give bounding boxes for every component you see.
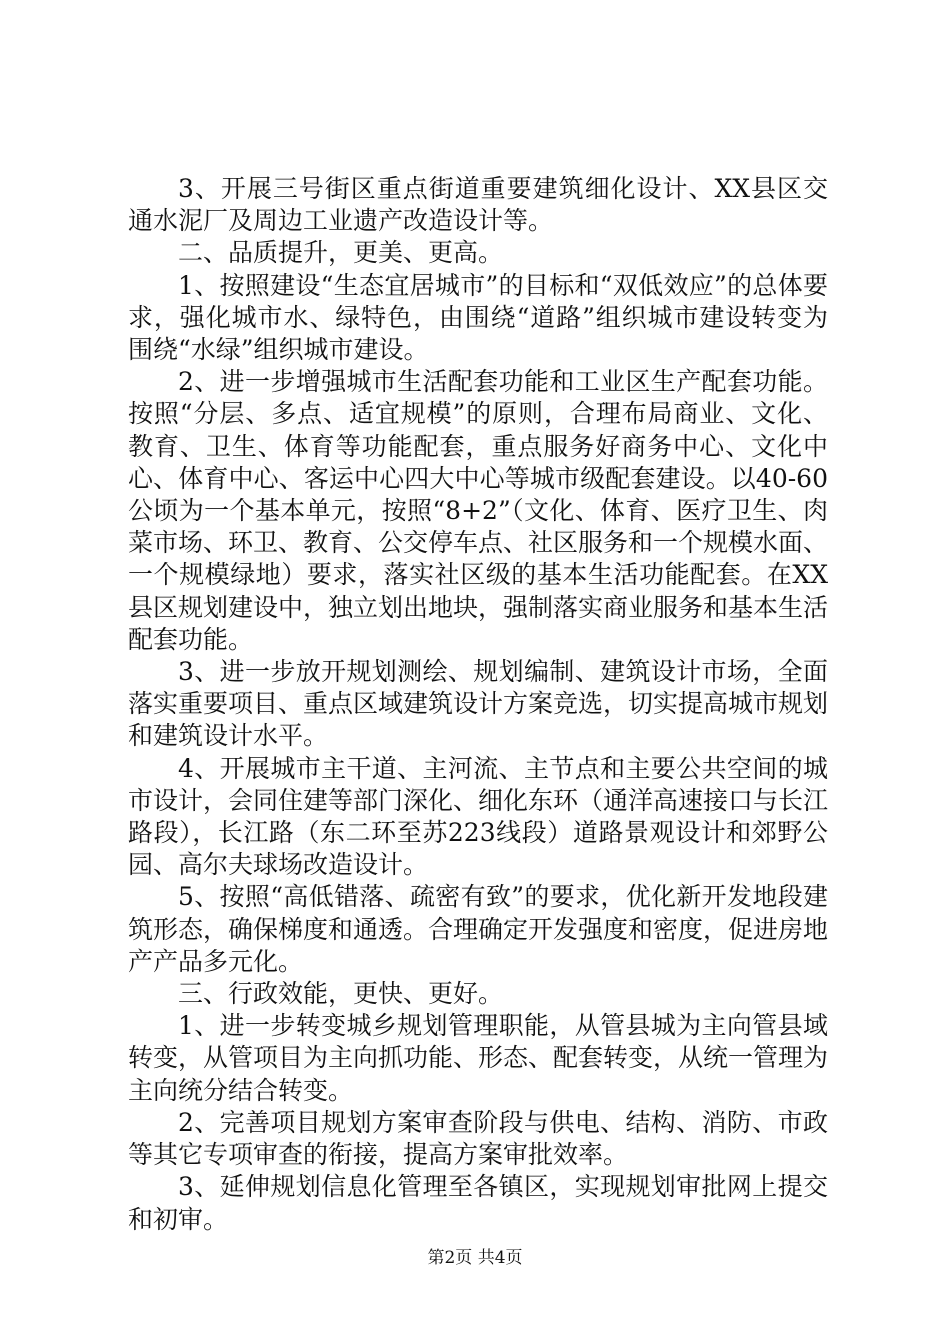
paragraph-2-1: 1、按照建设“生态宜居城市”的目标和“双低效应”的总体要求，强化城市水、绿特色，由围绕“道路”组织城市建设转变为围绕“水绿”组织城市建设。 bbox=[128, 270, 828, 365]
page-footer: 第2页 共4页 bbox=[427, 1248, 523, 1268]
paragraph-3-3: 3、延伸规划信息化管理至各镇区，实现规划审批网上提交和初审。 bbox=[128, 1172, 828, 1234]
section-heading-3: 三、行政效能，更快、更好。 bbox=[178, 979, 504, 1009]
document-body bbox=[128, 173, 828, 1236]
paragraph-2-5: 5、按照“高低错落、疏密有致”的要求，优化新开发地段建筑形态，确保梯度和通透。合理确定开发强度和密度，促进房地产产品多元化。 bbox=[128, 882, 829, 976]
paragraph-3-1: 1、进一步转变城乡规划管理职能，从管县城为主向管县域转变，从管项目为主向抓功能、形态、配套转变，从统一管理为主向统分结合转变。 bbox=[128, 1011, 829, 1105]
section-heading-2: 二、品质提升，更美、更高。 bbox=[178, 238, 504, 268]
paragraph-3-2: 2、完善项目规划方案审查阶段与供电、结构、消防、市政等其它专项审查的衔接，提高方案审批效率。 bbox=[128, 1107, 828, 1170]
paragraph-2-3: 3、进一步放开规划测绘、规划编制、建筑设计市场，全面落实重要项目、重点区域建筑设计方案竞选，切实提高城市规划和建筑设计水平。 bbox=[128, 657, 829, 751]
paragraph-2-4: 4、开展城市主干道、主河流、主节点和主要公共空间的城市设计，会同住建等部门深化、细化东环（通洋高速接口与长江路段），长江路（东二环至苏223线段）道路景观设计和郊野公园、高尔夫球场改造设计。 bbox=[128, 753, 829, 880]
paragraph-2-2: 2、进一步增强城市生活配套功能和工业区生产配套功能。按照“分层、多点、适宜规模”的原则，合理布局商业、文化、教育、卫生、体育等功能配套，重点服务好商务中心、文化中心、体育中心、客运中心四大中心等城市级配套建设。以40-60公顷为一个基本单元，按照“8+2”（文化、体育、医疗卫生、肉菜市场、环卫、教育、公交停车点、社区服务和一个规模水面、一个规模绿地）要求，落实社区级的基本生活功能配套。在XX县区规划建设中，独立划出地块，强制落实商业服务和基本生活配套功能。 bbox=[128, 367, 829, 654]
paragraph-1: 3、开展三号街区重点街道重要建筑细化设计、XX县区交通水泥厂及周边工业遗产改造设计等。 bbox=[128, 174, 828, 236]
